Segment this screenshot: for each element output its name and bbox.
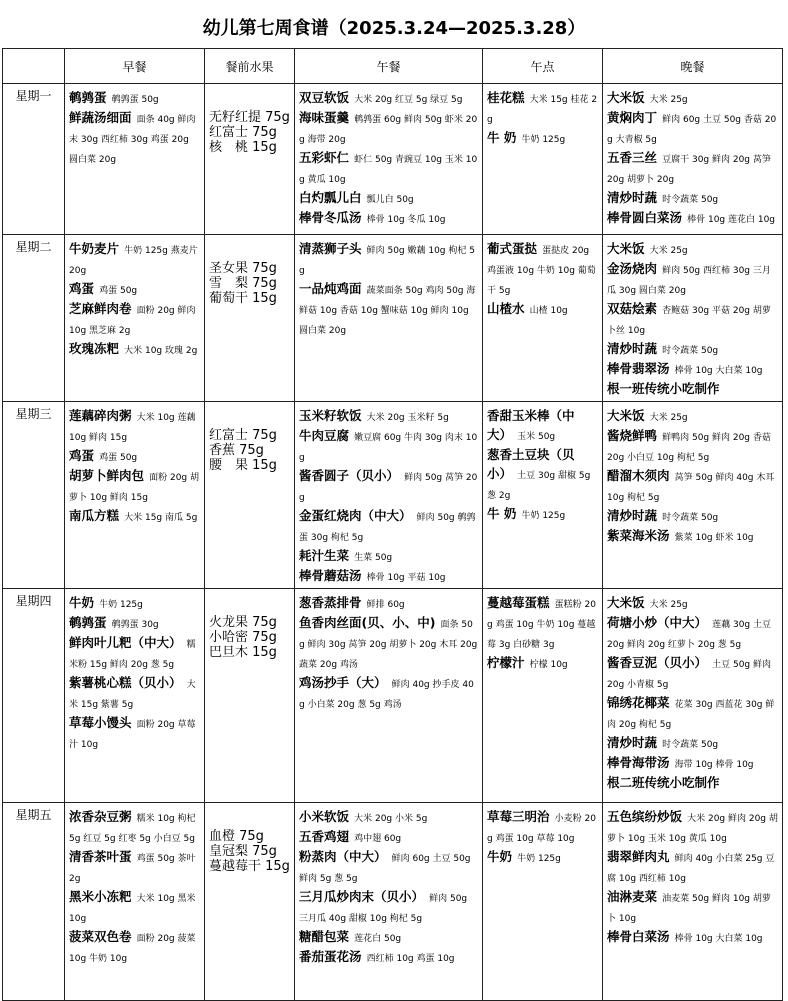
- dish-name: 大米饭: [607, 90, 645, 105]
- dish-ingredients: 鸡蛋 50g: [99, 453, 138, 463]
- dish-item: [69, 846, 200, 886]
- dish-name: 棒骨蘑菇汤: [299, 568, 362, 583]
- dish-item: [487, 127, 598, 147]
- dish-item: [607, 592, 778, 612]
- dish-ingredients: 海带 10g 棒骨 10g: [674, 760, 754, 770]
- dish-name: 紫菜海米汤: [607, 528, 670, 543]
- dish-item: [607, 298, 778, 338]
- dish-item: [299, 425, 478, 465]
- dish-ingredients: 大米 15g 桂花 2g: [487, 95, 598, 125]
- dish-name: 棒骨海带汤: [607, 755, 670, 770]
- dish-ingredients: 面粉 20g 菠菜 10g 牛奶 10g: [69, 934, 196, 964]
- dish-ingredients: 鲜排 60g: [366, 600, 405, 610]
- dish-item: [299, 87, 478, 107]
- dish-ingredients: 鲜肉 40g 抄手皮 40g 小白菜 20g 葱 5g 鸡汤: [299, 680, 474, 710]
- dish-ingredients: 面条 50g 鲜肉 30g 莴笋 20g 胡萝卜 20g 木耳 20g 蔬菜 20g 鸡汤: [299, 620, 478, 670]
- dish-item: [299, 147, 478, 187]
- fruit-cell: 无籽红提 75g 红富士 75g 核 桃 15g: [205, 84, 295, 235]
- dish-ingredients: 蔬菜面条 50g 鸡肉 50g 海鲜菇 10g 香菇 10g 蟹味菇 10g 鲜肉 10g 圆白菜 20g: [299, 286, 476, 336]
- day-label: 星期二: [3, 235, 65, 402]
- dish-item: [69, 87, 200, 107]
- dish-ingredients: 棒骨 10g 冬瓜 10g: [366, 215, 446, 225]
- dish-item: [299, 806, 478, 826]
- dish-name: 双豆软饭: [299, 90, 350, 105]
- dish-item: [299, 278, 478, 338]
- dish-name: 香甜玉米棒（中大）: [487, 408, 575, 442]
- page-title: 幼儿第七周食谱（2025.3.24—2025.3.28）: [202, 18, 586, 39]
- dish-item: [299, 187, 478, 207]
- dish-ingredients: 时令蔬菜 50g: [662, 195, 719, 205]
- dish-name: 糖醋包菜: [299, 929, 350, 944]
- dish-name: 玫瑰冻粑: [69, 341, 120, 356]
- header-breakfast: 早餐: [65, 49, 205, 84]
- dish-name: 清炒时蔬: [607, 190, 658, 205]
- dish-name: 紫薯桃心糕（贝小）: [69, 675, 182, 690]
- dish-item: [69, 445, 200, 465]
- dish-ingredients: 大米 25g: [649, 95, 688, 105]
- dish-ingredients: 牛奶 125g 燕麦片 20g: [69, 246, 198, 276]
- dish-ingredients: 土豆 50g 鲜肉 20g 小青椒 5g: [607, 660, 771, 690]
- dish-name: 牛 奶: [487, 130, 517, 145]
- dish-ingredients: 鸡中翅 60g: [354, 834, 402, 844]
- dish-name: 五香鸡翅: [299, 829, 350, 844]
- dish-name: 桂花糕: [487, 90, 525, 105]
- dish-item: [487, 592, 598, 652]
- dish-name: 双菇烩素: [607, 301, 658, 316]
- breakfast-cell: [65, 589, 205, 803]
- dinner-cell: [603, 589, 783, 803]
- day-row: [3, 402, 783, 589]
- dish-ingredients: 鲜肉 60g 土豆 50g 鲜肉 5g 葱 5g: [299, 854, 471, 884]
- dish-ingredients: 大米 20g 小米 5g: [354, 814, 428, 824]
- dish-ingredients: 花菜 30g 西蓝花 30g 鲜肉 20g 枸杞 5g: [607, 700, 775, 730]
- dish-name: 葡式蛋挞: [487, 241, 538, 256]
- dish-name: 黄焖肉丁: [607, 110, 658, 125]
- dish-ingredients: 小麦粉 20g 鸡蛋 10g 草莓 10g: [487, 814, 596, 844]
- dish-ingredients: 紫菜 10g 虾米 10g: [674, 533, 754, 543]
- dish-name: 番茄蛋花汤: [299, 949, 362, 964]
- dish-ingredients: 棒骨 10g 大白菜 10g: [674, 366, 763, 376]
- dish-item: [607, 505, 778, 525]
- dish-name: 大米饭: [607, 408, 645, 423]
- dinner-cell: [603, 803, 783, 1001]
- dish-name: 大米饭: [607, 241, 645, 256]
- dish-item: [607, 752, 778, 772]
- dish-name: 酱香豆泥（贝小）: [607, 655, 708, 670]
- dish-item: [69, 278, 200, 298]
- dish-item: [607, 612, 778, 652]
- dish-name: 牛肉豆腐: [299, 428, 350, 443]
- dish-ingredients: 牛奶 125g: [517, 854, 561, 864]
- dish-ingredients: 莲花白 50g: [354, 934, 402, 944]
- dish-name: 清炒时蔬: [607, 508, 658, 523]
- header-lunch: 午餐: [295, 49, 483, 84]
- dish-item: [299, 592, 478, 612]
- dish-item: [487, 652, 598, 672]
- dish-name: 草莓三明治: [487, 809, 550, 824]
- dish-ingredients: 棒骨 10g 大白菜 10g: [674, 934, 763, 944]
- dish-ingredients: 蛋糕粉 20g 鸡蛋 10g 牛奶 10g 蔓越莓 3g 白砂糖 3g: [487, 600, 596, 650]
- dish-item: [69, 806, 200, 846]
- dish-name: 黑米小冻粑: [69, 889, 132, 904]
- dish-name: 柠檬汁: [487, 655, 525, 670]
- dish-name: 根二班传统小吃制作: [607, 775, 720, 790]
- dish-ingredients: 面条 40g 鲜肉末 30g 西红柿 30g 鸡蛋 20g 圆白菜 20g: [69, 115, 196, 165]
- dish-name: 牛奶: [69, 595, 95, 610]
- dish-item: [607, 806, 778, 846]
- header-dinner: 晚餐: [603, 49, 783, 84]
- day-row: [3, 84, 783, 235]
- dish-ingredients: 时令蔬菜 50g: [662, 740, 719, 750]
- dish-name: 胡萝卜鲜肉包: [69, 468, 145, 483]
- fruit-cell: 火龙果 75g 小哈密 75g 巴旦木 15g: [205, 589, 295, 803]
- dish-item: [299, 926, 478, 946]
- dish-item: [69, 298, 200, 338]
- dish-item: [607, 358, 778, 378]
- dish-item: [69, 405, 200, 445]
- dish-item: [299, 505, 478, 545]
- dish-ingredients: 鲜肉 60g 土豆 50g 香菇 20g 大青椒 5g: [607, 115, 777, 145]
- dish-item: [299, 545, 478, 565]
- dish-ingredients: 鹌鹑蛋 50g: [111, 95, 159, 105]
- dish-item: [607, 147, 778, 187]
- dish-item: [69, 926, 200, 966]
- dish-name: 菠菜双色卷: [69, 929, 132, 944]
- dish-ingredients: 棒骨 10g 莲花白 10g: [687, 215, 776, 225]
- dish-name: 鹌鹑蛋: [69, 90, 107, 105]
- dish-ingredients: 大米 15g 紫薯 5g: [69, 680, 196, 710]
- day-row: [3, 235, 783, 402]
- dish-ingredients: 玉米 50g: [517, 432, 556, 442]
- dish-item: [299, 886, 478, 926]
- day-label: 星期一: [3, 84, 65, 235]
- dish-name: 酱香圆子（贝小）: [299, 468, 400, 483]
- dish-name: 牛奶: [487, 849, 513, 864]
- lunch-cell: [295, 589, 483, 803]
- dish-item: [299, 238, 478, 278]
- dish-item: [607, 886, 778, 926]
- dish-item: [607, 258, 778, 298]
- dish-name: 小米软饭: [299, 809, 350, 824]
- dish-item: [607, 465, 778, 505]
- dish-ingredients: 蛋挞皮 20g 鸡蛋液 10g 牛奶 10g 葡萄干 5g: [487, 246, 596, 296]
- dish-name: 草莓小馒头: [69, 715, 132, 730]
- dish-name: 棒骨圆白菜汤: [607, 210, 683, 225]
- dish-name: 鸡蛋: [69, 281, 95, 296]
- dish-name: 鲜肉叶儿粑（中大）: [69, 635, 182, 650]
- dish-name: 棒骨冬瓜汤: [299, 210, 362, 225]
- dish-ingredients: 鲜肉 40g 小白菜 25g 豆腐 10g 西红柿 10g: [607, 854, 775, 884]
- dish-name: 清蒸狮子头: [299, 241, 362, 256]
- dish-item: [299, 826, 478, 846]
- day-label: 星期五: [3, 803, 65, 1001]
- dish-name: 鱼香肉丝面(贝、小、中): [299, 615, 436, 630]
- dish-name: 五彩虾仁: [299, 150, 350, 165]
- dish-ingredients: 土豆 30g 甜椒 5g 葱 2g: [487, 471, 591, 501]
- dish-ingredients: 鲜肉 50g 西红柿 30g 三月瓜 30g 圆白菜 20g: [607, 266, 771, 296]
- fruit-cell: 圣女果 75g 雪 梨 75g 葡萄干 15g: [205, 235, 295, 402]
- dish-item: [607, 238, 778, 258]
- dish-item: [607, 378, 778, 397]
- menu-table: [2, 48, 783, 1001]
- dish-name: 牛 奶: [487, 506, 517, 521]
- dish-name: 牛奶麦片: [69, 241, 120, 256]
- dish-name: 葱香蒸排骨: [299, 595, 362, 610]
- dish-ingredients: 糯米粉 15g 鲜肉 20g 葱 5g: [69, 640, 196, 670]
- breakfast-cell: [65, 235, 205, 402]
- dish-item: [69, 886, 200, 926]
- dish-ingredients: 大米 10g 玫瑰 2g: [124, 346, 198, 356]
- dish-ingredients: 莴笋 50g 鲜肉 40g 木耳 10g 枸杞 5g: [607, 473, 775, 503]
- dish-name: 棒骨翡翠汤: [607, 361, 670, 376]
- snack-cell: [483, 589, 603, 803]
- dish-item: [607, 652, 778, 692]
- header-fruit: 餐前水果: [205, 49, 295, 84]
- dish-ingredients: 大米 10g 莲藕 10g 鲜肉 15g: [69, 413, 196, 443]
- breakfast-cell: [65, 803, 205, 1001]
- dish-item: [487, 806, 598, 846]
- dish-name: 鹌鹑蛋: [69, 615, 107, 630]
- dish-item: [299, 612, 478, 672]
- dish-ingredients: 面粉 20g 鲜肉 10g 黑芝麻 2g: [69, 306, 196, 336]
- dish-item: [487, 503, 598, 523]
- dish-name: 一品炖鸡面: [299, 281, 362, 296]
- dish-item: [299, 405, 478, 425]
- dish-item: [607, 405, 778, 425]
- dish-name: 山楂水: [487, 301, 525, 316]
- dish-item: [299, 946, 478, 966]
- dish-ingredients: 大米 20g 鲜肉 20g 胡萝卜 10g 玉米 10g 黄瓜 10g: [607, 814, 778, 844]
- dish-name: 鸡汤抄手（大）: [299, 675, 387, 690]
- dish-name: 五香三丝: [607, 150, 658, 165]
- dish-ingredients: 鲜肉 50g 三月瓜 40g 甜椒 10g 枸杞 5g: [299, 894, 468, 924]
- dish-name: 根一班传统小吃制作: [607, 381, 720, 396]
- dish-ingredients: 面粉 20g 草莓汁 10g: [69, 720, 196, 750]
- dish-name: 芝麻鲜肉卷: [69, 301, 132, 316]
- dish-name: 金蛋红烧肉（中大）: [299, 508, 412, 523]
- dish-name: 清炒时蔬: [607, 735, 658, 750]
- dish-item: [487, 846, 598, 866]
- dish-ingredients: 虾仁 50g 青豌豆 10g 玉米 10g 黄瓜 10g: [299, 155, 478, 185]
- dish-item: [69, 672, 200, 712]
- dish-ingredients: 大米 25g: [649, 413, 688, 423]
- dish-item: [607, 338, 778, 358]
- dish-item: [607, 772, 778, 791]
- dish-item: [69, 107, 200, 167]
- snack-cell: [483, 803, 603, 1001]
- dish-item: [607, 207, 778, 227]
- dish-name: 棒骨白菜汤: [607, 929, 670, 944]
- dish-name: 清香茶叶蛋: [69, 849, 132, 864]
- dish-name: 酱烧鲜鸭: [607, 428, 658, 443]
- day-label: 星期四: [3, 589, 65, 803]
- dish-ingredients: 生菜 50g: [354, 553, 393, 563]
- dish-item: [607, 926, 778, 946]
- dish-ingredients: 大米 25g: [649, 600, 688, 610]
- header-row: [3, 49, 783, 84]
- dish-item: [69, 238, 200, 278]
- dish-ingredients: 大米 25g: [649, 246, 688, 256]
- dish-name: 鲜蔬汤细面: [69, 110, 132, 125]
- dish-item: [69, 465, 200, 505]
- dinner-cell: [603, 235, 783, 402]
- snack-cell: [483, 84, 603, 235]
- snack-cell: [483, 402, 603, 589]
- dish-item: [299, 207, 478, 227]
- breakfast-cell: [65, 84, 205, 235]
- dish-ingredients: 鲜肉 50g 鹌鹑蛋 30g 枸杞 5g: [299, 513, 476, 543]
- dish-name: 油淋麦菜: [607, 889, 658, 904]
- dish-item: [487, 298, 598, 318]
- dish-ingredients: 莲藕 30g 土豆 20g 鲜肉 20g 红萝卜 20g 葱 5g: [607, 620, 771, 650]
- dish-ingredients: 大米 10g 黑米 10g: [69, 894, 196, 924]
- dish-ingredients: 油麦菜 50g 鲜肉 10g 胡萝卜 10g: [607, 894, 771, 924]
- day-row: [3, 589, 783, 803]
- dish-item: [607, 525, 778, 545]
- dish-name: 锦绣花椰菜: [607, 695, 670, 710]
- dish-item: [69, 338, 200, 358]
- dish-name: 醋溜木须肉: [607, 468, 670, 483]
- dish-item: [487, 405, 598, 444]
- dish-ingredients: 牛奶 125g: [521, 511, 566, 521]
- dish-item: [487, 87, 598, 127]
- dish-item: [69, 632, 200, 672]
- dish-ingredients: 鹌鹑蛋 30g: [111, 620, 159, 630]
- dish-name: 鸡蛋: [69, 448, 95, 463]
- dish-ingredients: 嫩豆腐 60g 牛肉 30g 肉末 10g: [299, 433, 478, 463]
- header-blank: [3, 49, 65, 84]
- header-snack: 午点: [483, 49, 603, 84]
- dish-ingredients: 豆腐干 30g 鲜肉 20g 莴笋 20g 胡萝卜 20g: [607, 155, 771, 185]
- dish-item: [487, 238, 598, 298]
- dish-item: [69, 612, 200, 632]
- dish-ingredients: 山楂 10g: [529, 306, 568, 316]
- dish-ingredients: 面粉 20g 胡萝卜 10g 鲜肉 15g: [69, 473, 199, 503]
- dish-name: 白灼瓢儿白: [299, 190, 362, 205]
- lunch-cell: [295, 402, 483, 589]
- dish-ingredients: 鲜肉 50g 嫩藕 10g 枸杞 5g: [299, 246, 475, 276]
- dish-item: [299, 565, 478, 585]
- dish-name: 玉米籽软饭: [299, 408, 362, 423]
- dish-item: [69, 592, 200, 612]
- dish-name: 粉蒸肉（中大）: [299, 849, 387, 864]
- dish-name: 浓香杂豆粥: [69, 809, 132, 824]
- fruit-cell: 红富士 75g 香蕉 75g 腰 果 15g: [205, 402, 295, 589]
- dish-ingredients: 鲜肉 50g 莴笋 20g: [299, 473, 478, 503]
- dish-item: [487, 444, 598, 503]
- dish-item: [299, 107, 478, 147]
- dish-name: 海味蛋羹: [299, 110, 350, 125]
- dinner-cell: [603, 84, 783, 235]
- fruit-cell: 血橙 75g 皇冠梨 75g 蔓越莓干 15g: [205, 803, 295, 1001]
- dish-item: [299, 672, 478, 712]
- dish-name: 葱香土豆块（贝小）: [487, 447, 575, 481]
- dish-item: [69, 505, 200, 525]
- dish-ingredients: 瓢儿白 50g: [366, 195, 414, 205]
- dish-item: [299, 465, 478, 505]
- day-row: [3, 803, 783, 1001]
- dish-name: 翡翠鲜肉丸: [607, 849, 670, 864]
- dish-ingredients: 杏鲍菇 30g 平菇 20g 胡萝卜丝 10g: [607, 306, 771, 336]
- dish-item: [299, 846, 478, 886]
- dish-item: [607, 846, 778, 886]
- day-label: 星期三: [3, 402, 65, 589]
- dish-item: [607, 187, 778, 207]
- dish-item: [607, 425, 778, 465]
- dish-name: 南瓜方糕: [69, 508, 120, 523]
- dish-name: 金汤烧肉: [607, 261, 658, 276]
- snack-cell: [483, 235, 603, 402]
- dish-item: [607, 107, 778, 147]
- dish-ingredients: 时令蔬菜 50g: [662, 513, 719, 523]
- dish-name: 耗汁生菜: [299, 548, 350, 563]
- dish-item: [607, 692, 778, 732]
- dish-ingredients: 鲜鸭肉 50g 鲜肉 20g 香菇 20g 小白豆 10g 枸杞 5g: [607, 433, 771, 463]
- dish-ingredients: 棒骨 10g 平菇 10g: [366, 573, 446, 583]
- dish-ingredients: 鹌鹑蛋 60g 鲜肉 50g 虾米 20g 海带 20g: [299, 115, 478, 145]
- dish-ingredients: 时令蔬菜 50g: [662, 346, 719, 356]
- dish-item: [69, 712, 200, 752]
- dish-name: 大米饭: [607, 595, 645, 610]
- dish-ingredients: 牛奶 125g: [521, 135, 566, 145]
- dish-ingredients: 鸡蛋 50g 茶叶 2g: [69, 854, 196, 884]
- breakfast-cell: [65, 402, 205, 589]
- lunch-cell: [295, 803, 483, 1001]
- dish-ingredients: 柠檬 10g: [529, 660, 568, 670]
- lunch-cell: [295, 235, 483, 402]
- dish-ingredients: 大米 15g 南瓜 5g: [124, 513, 198, 523]
- dish-name: 蔓越莓蛋糕: [487, 595, 550, 610]
- dish-name: 莲藕碎肉粥: [69, 408, 132, 423]
- dish-ingredients: 西红柿 10g 鸡蛋 10g: [366, 954, 455, 964]
- dish-item: [607, 732, 778, 752]
- dish-ingredients: 大米 20g 玉米籽 5g: [366, 413, 449, 423]
- dish-ingredients: 糯米 10g 枸杞 5g 红豆 5g 红枣 5g 小白豆 5g: [69, 814, 196, 844]
- dinner-cell: [603, 402, 783, 589]
- dish-ingredients: 大米 20g 红豆 5g 绿豆 5g: [354, 95, 463, 105]
- dish-name: 三月瓜炒肉末（贝小）: [299, 889, 425, 904]
- dish-ingredients: 鸡蛋 50g: [99, 286, 138, 296]
- lunch-cell: [295, 84, 483, 235]
- dish-name: 荷塘小炒（中大）: [607, 615, 708, 630]
- dish-ingredients: 牛奶 125g: [99, 600, 143, 610]
- dish-item: [607, 87, 778, 107]
- dish-name: 清炒时蔬: [607, 341, 658, 356]
- dish-name: 五色缤纷炒饭: [607, 809, 683, 824]
